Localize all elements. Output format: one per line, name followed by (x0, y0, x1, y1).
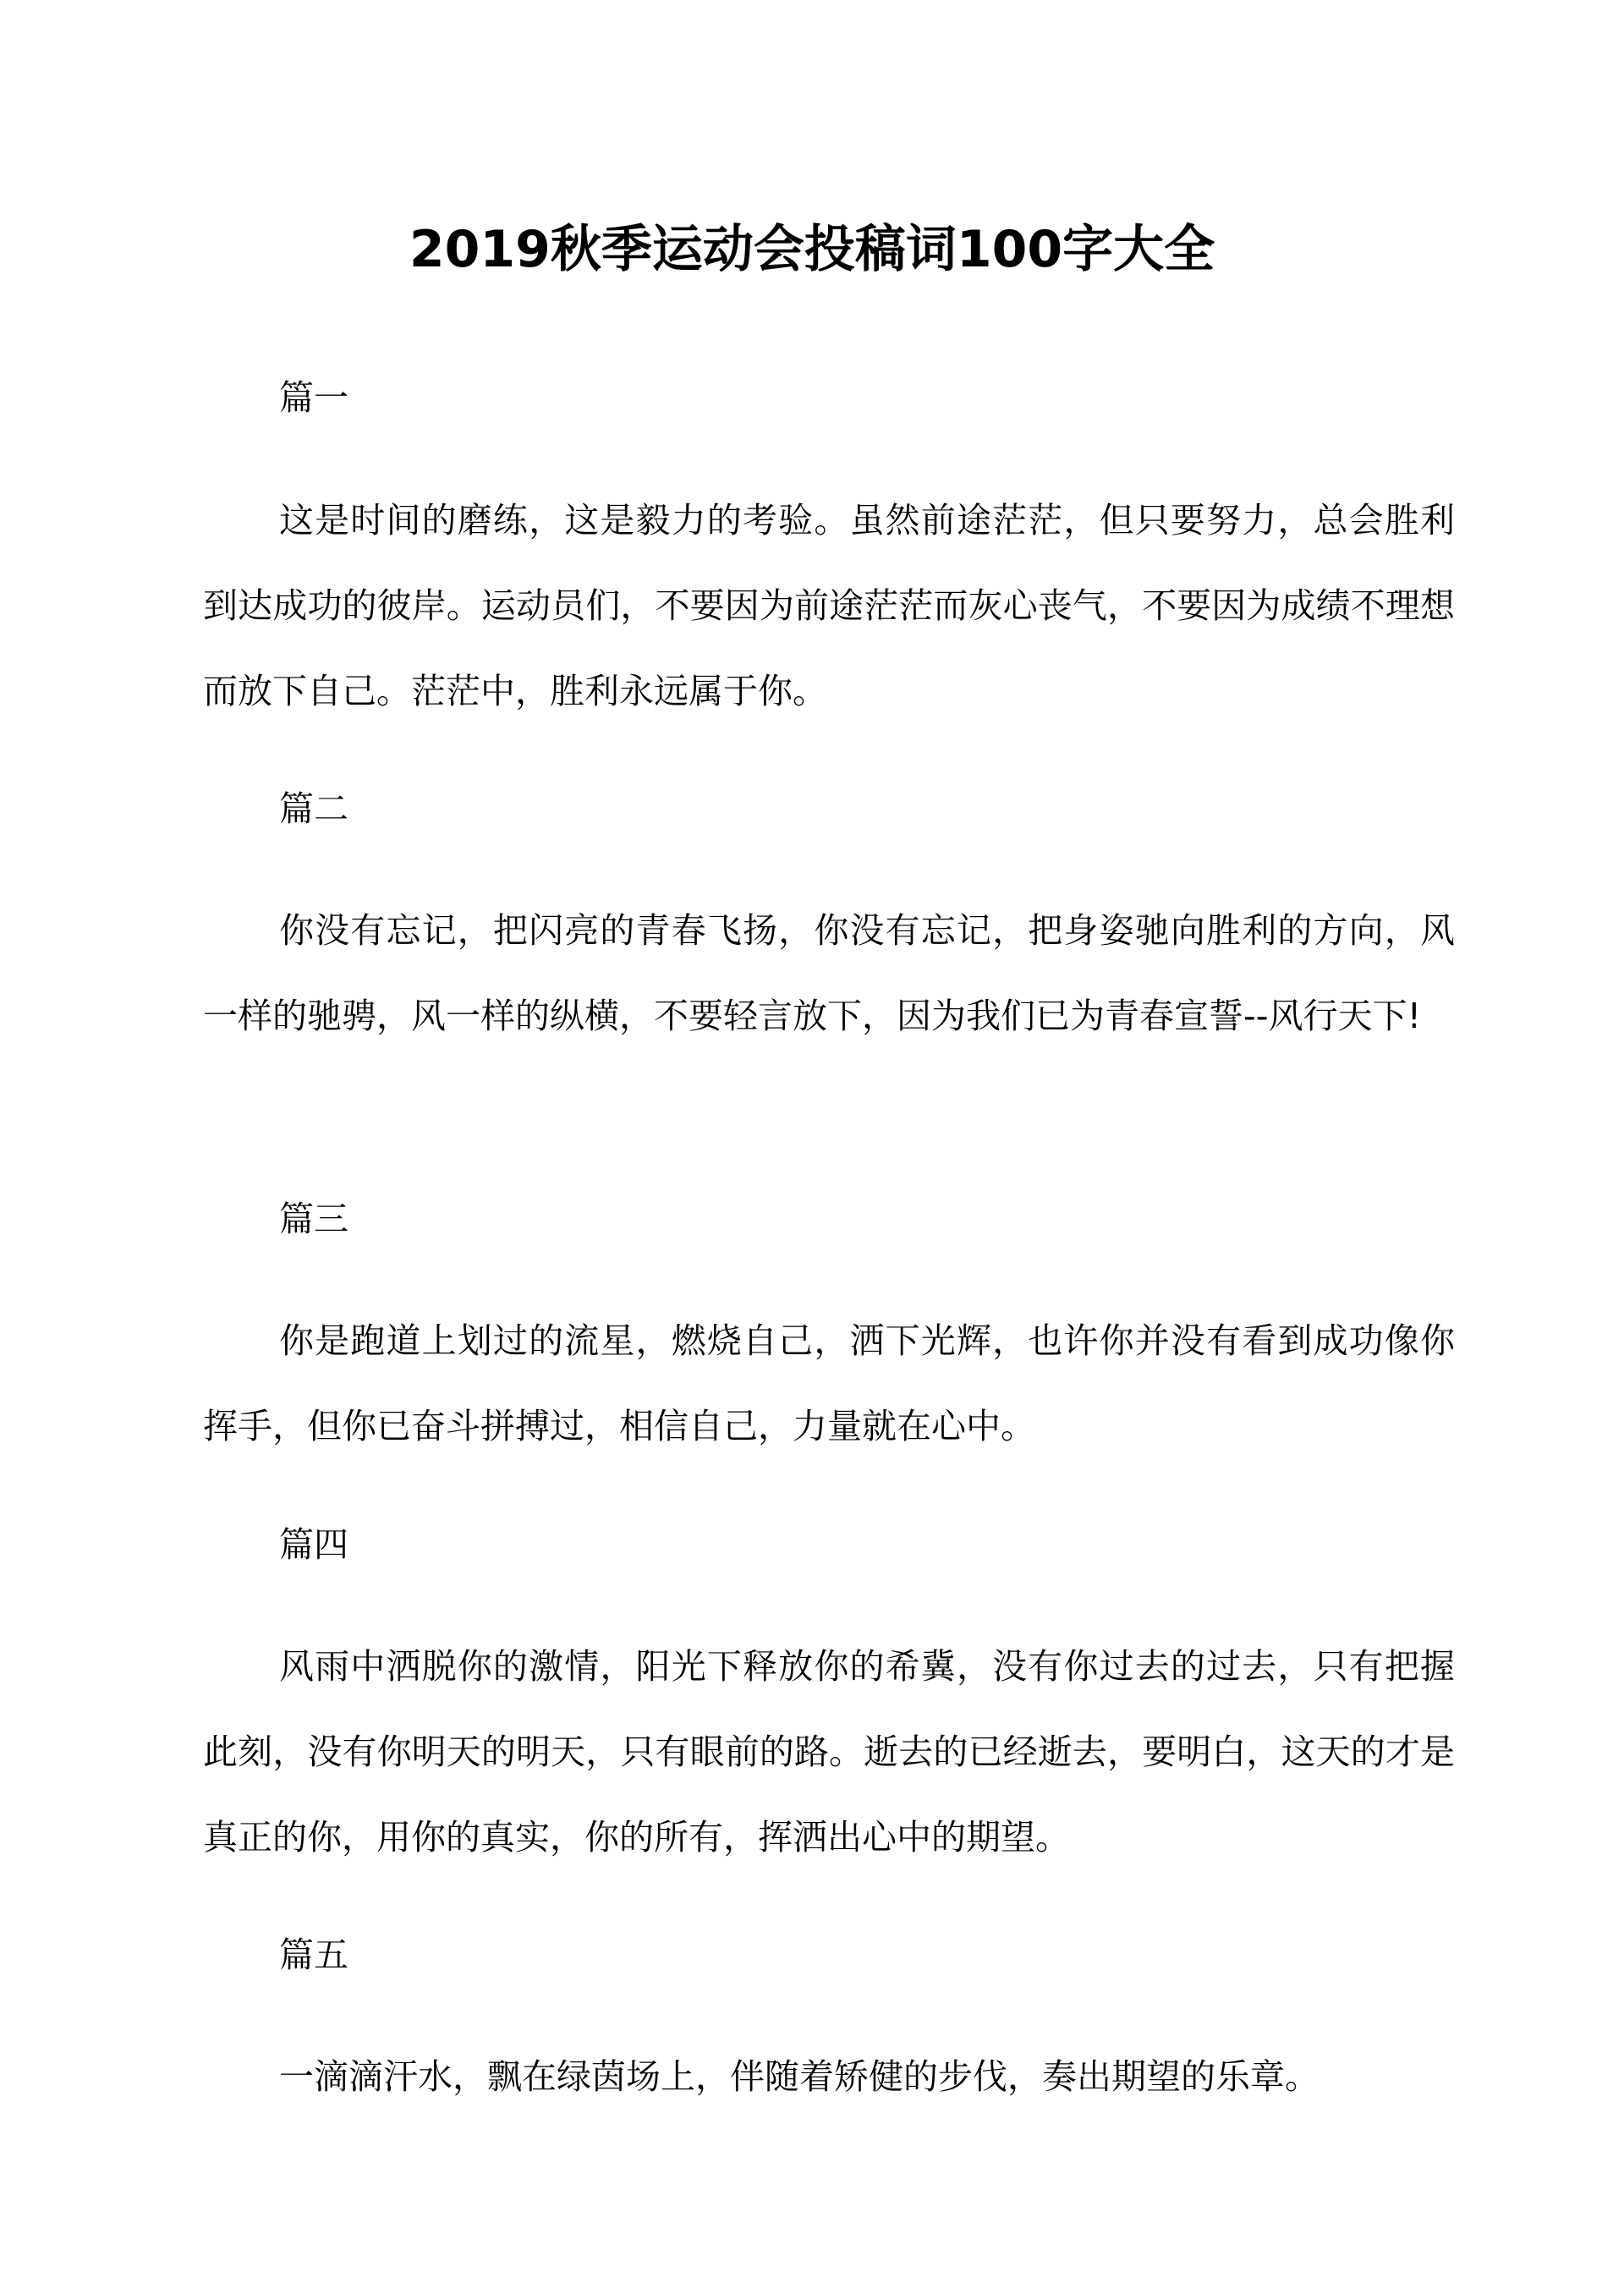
section-heading-2: 篇二 (279, 788, 348, 829)
document-title: 2019秋季运动会投稿词100字大全 (409, 220, 1215, 279)
section-heading-3: 篇三 (279, 1199, 348, 1239)
section-heading-1: 篇一 (279, 377, 348, 418)
section-heading-4: 篇四 (279, 1524, 348, 1565)
section-body-3: 你是跑道上划过的流星，燃烧自己，洒下光辉，也许你并没有看到成功像你挥手，但你已奋斗拼搏过，相信自己，力量就在心中。 (203, 1320, 1455, 1446)
section-body-5: 一滴滴汗水，飘在绿茵场上，伴随着矫健的步伐，奏出期望的乐章。 (279, 2056, 1320, 2097)
section-body-2: 你没有忘记，把闪亮的青春飞扬，你没有忘记，把身姿驰向胜利的方向，风一样的驰骋，风一样的纵横，不要轻言放下，因为我们已为青春宣誓--风行天下! (203, 910, 1455, 1036)
section-body-4: 风雨中洒脱你的激情，阳光下释放你的希冀，没有你过去的过去，只有把握此刻，没有你明天的明天，只有眼前的路。逝去的已经逝去，要明白，这天的才是真正的你，用你的真实，你的所有，挥洒出心中的期望。 (203, 1646, 1455, 1858)
section-body-1: 这是时间的磨练，这是毅力的考验。虽然前途茫茫，但只要努力，总会胜利到达成功的彼岸。运动员们，不要因为前途茫茫而灰心丧气，不要因为成绩不理想而放下自己。茫茫中，胜利永远属于你。 (203, 500, 1455, 711)
section-heading-5: 篇五 (279, 1935, 348, 1975)
